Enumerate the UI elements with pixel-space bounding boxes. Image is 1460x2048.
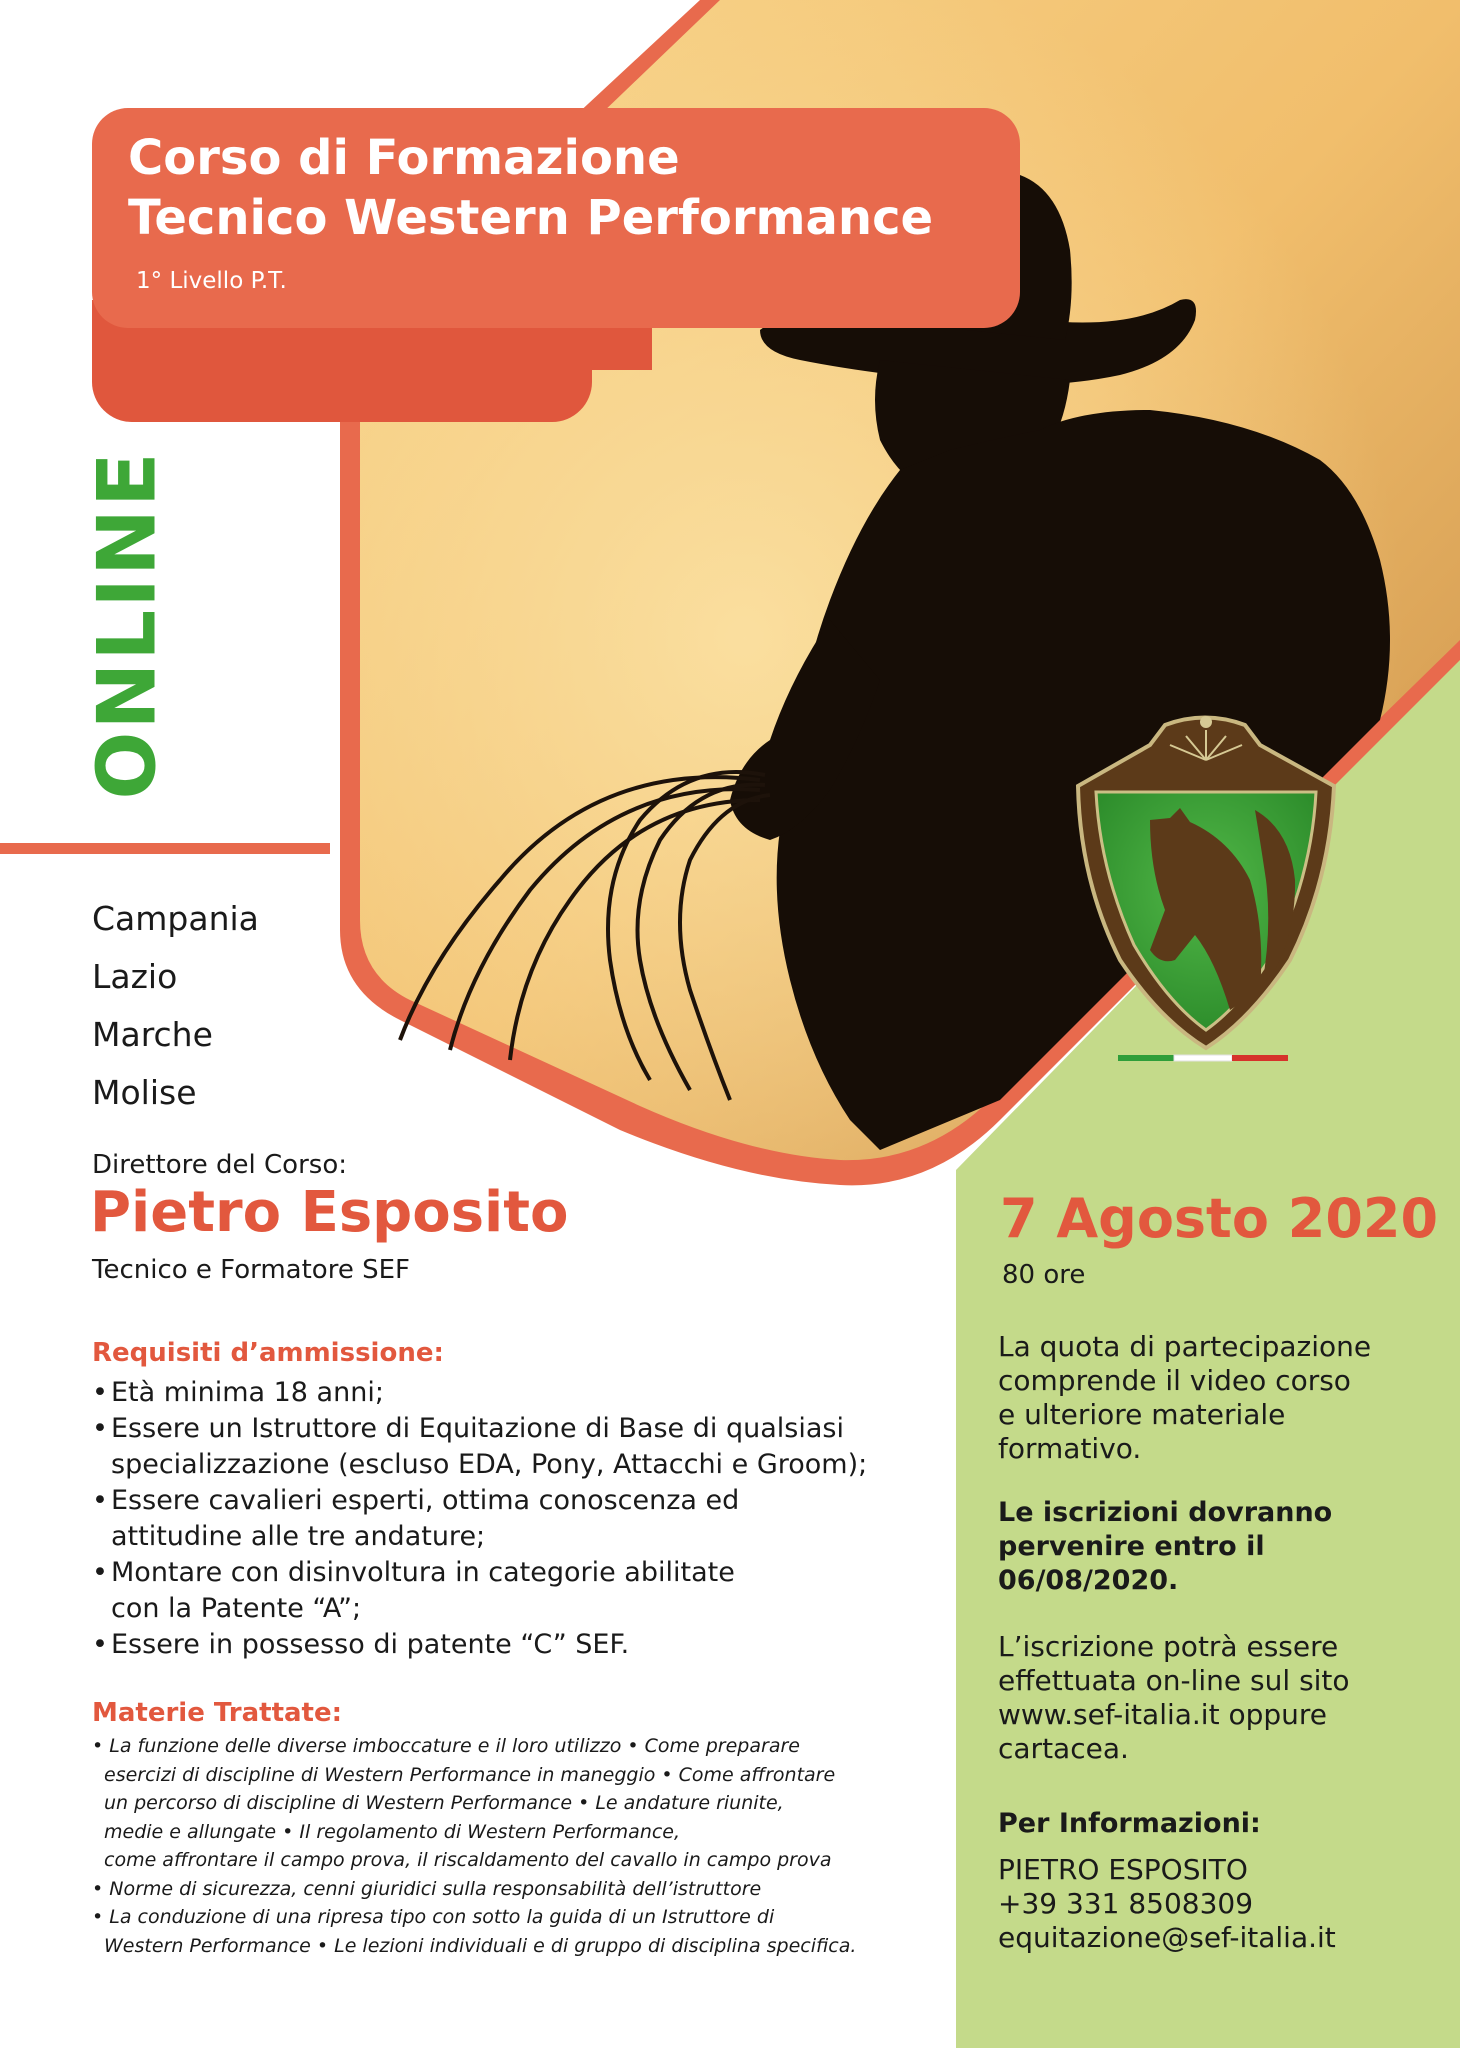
online-label: ONLINE	[80, 450, 174, 800]
subject-line: • Norme di sicurezza, cenni giuridici sulla responsabilità dell’istruttore	[92, 1877, 762, 1900]
subject-line: Western Performance • Le lezioni individuali e di gruppo di disciplina specifica.	[104, 1934, 857, 1957]
contact-heading: Per Informazioni:	[998, 1808, 1261, 1839]
regions-list	[92, 890, 259, 1122]
requirements-list	[92, 1375, 932, 1663]
requirement-item: • Essere un Istruttore di Equitazione di Base di qualsiasi specializzazione (escluso EDA, Pony, Attacchi e Groom);	[92, 1413, 868, 1480]
contact-name: PIETRO ESPOSITO	[998, 1853, 1248, 1886]
contact-info	[998, 1853, 1336, 1955]
deadline-info: Le iscrizioni dovranno pervenire entro il 06/08/2020.	[998, 1497, 1333, 1596]
course-level: 1° Livello P.T.	[136, 268, 287, 294]
course-date: 7 Agosto 2020	[1000, 1187, 1439, 1250]
contact-email[interactable]: equitazione@sef-italia.it	[998, 1921, 1336, 1954]
region-item: Lazio	[92, 957, 178, 996]
director-name: Pietro Esposito	[90, 1180, 569, 1245]
requirements-heading: Requisiti d’ammissione:	[92, 1338, 444, 1368]
title-line-2: Tecnico Western Performance	[128, 190, 934, 246]
subjects-list	[92, 1732, 952, 1960]
subjects-heading: Materie Trattate:	[92, 1698, 343, 1728]
subject-line: un percorso di discipline di Western Performance • Le andature riunite,	[104, 1792, 784, 1814]
website-link[interactable]: www.sef-italia.it oppure	[998, 1698, 1328, 1731]
requirement-item: • Essere in possesso di patente “C” SEF.	[92, 1629, 630, 1660]
region-item: Marche	[92, 1015, 213, 1054]
signup-info: L’iscrizione potrà essere effettuata on-line sul sito www.sef-italia.it oppure cartacea.	[998, 1630, 1418, 1766]
requirement-item: • Montare con disinvoltura in categorie abilitate con la Patente “A”;	[92, 1557, 735, 1624]
region-item: Molise	[92, 1073, 197, 1112]
requirement-item: • Età minima 18 anni;	[92, 1377, 384, 1408]
subject-line: medie e allungate • Il regolamento di Western Performance,	[104, 1820, 681, 1843]
course-hours: 80 ore	[1002, 1260, 1086, 1290]
region-item: Campania	[92, 899, 259, 938]
subject-line: • La conduzione di una ripresa tipo con sotto la guida di un Istruttore di	[92, 1906, 775, 1928]
title-block	[92, 108, 1020, 328]
online-label-wrap	[80, 450, 174, 800]
subject-line: come affrontare il campo prova, il riscaldamento del cavallo in campo prova	[104, 1849, 832, 1871]
orange-stripe	[0, 843, 330, 854]
subject-line: esercizi di discipline di Western Performance in maneggio • Come affrontare	[104, 1763, 836, 1786]
italian-flag-stripe	[1118, 1055, 1174, 1061]
director-role: Tecnico e Formatore SEF	[92, 1255, 410, 1285]
fee-info: La quota di partecipazione comprende il video corso e ulteriore materiale formativo.	[998, 1330, 1372, 1465]
requirement-item: • Essere cavalieri esperti, ottima conoscenza ed attitudine alle tre andature;	[92, 1485, 740, 1552]
director-label: Direttore del Corso:	[92, 1150, 347, 1180]
contact-phone[interactable]: +39 331 8508309	[998, 1887, 1254, 1920]
title-line-1: Corso di Formazione	[128, 130, 680, 186]
subject-line: • La funzione delle diverse imboccature e il loro utilizzo • Come preparare	[92, 1735, 800, 1757]
